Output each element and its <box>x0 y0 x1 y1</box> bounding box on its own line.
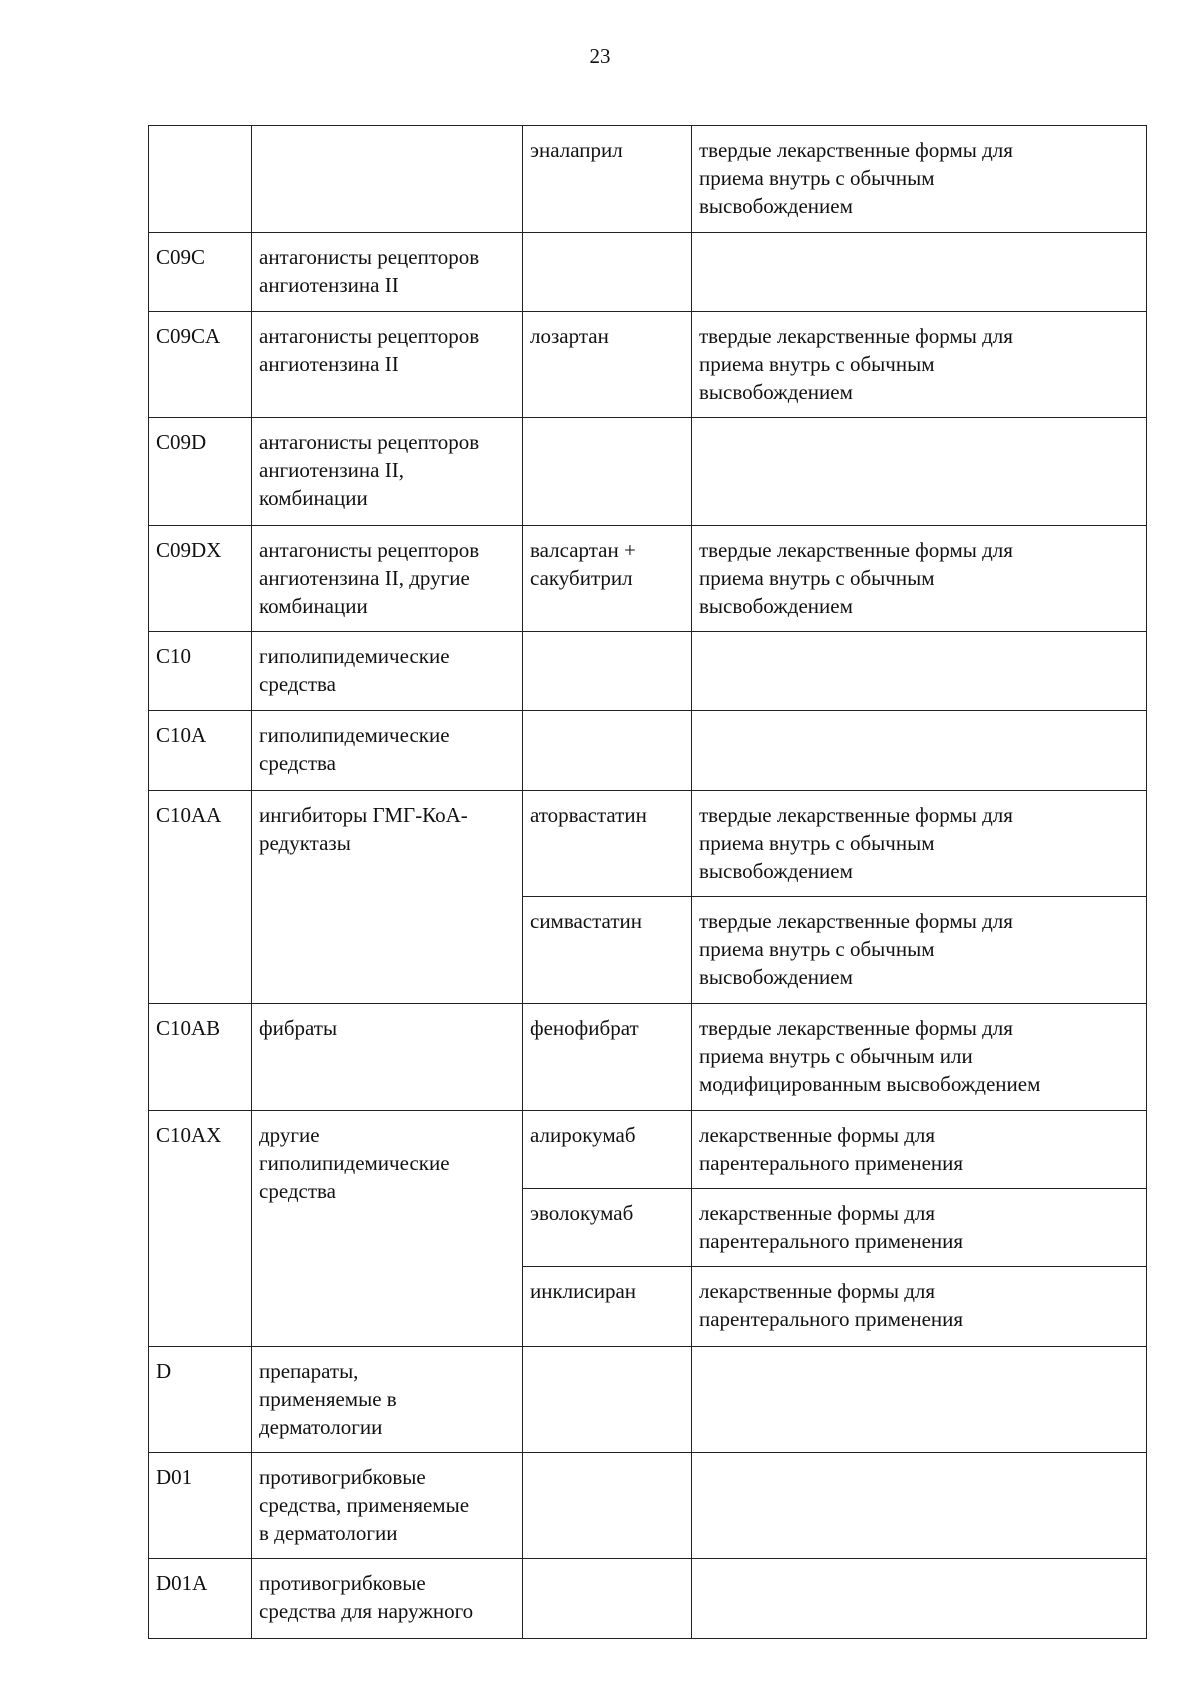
group-name-cell-text: фибраты <box>259 1016 338 1040</box>
table-row <box>149 526 1147 632</box>
drug-name-cell <box>523 791 692 897</box>
dosage-form-cell <box>692 233 1147 312</box>
drug-name-cell <box>523 1004 692 1111</box>
group-name-cell-text: препараты, применяемые в дерматологии <box>259 1359 397 1439</box>
group-name-cell <box>252 632 523 711</box>
dosage-form-cell <box>692 1559 1147 1639</box>
atc-code-cell-text: C09DX <box>156 538 222 562</box>
dosage-form-cell <box>692 526 1147 632</box>
table-row <box>149 1004 1147 1111</box>
dosage-form-cell-text: твердые лекарственные формы для приема внутрь с обычным высвобождением <box>699 324 1013 404</box>
drug-name-cell <box>523 1347 692 1453</box>
dosage-form-cell-text: твердые лекарственные формы для приема внутрь с обычным высвобождением <box>699 803 1013 883</box>
dosage-form-cell-text: лекарственные формы для парентерального применения <box>699 1201 964 1253</box>
dosage-form-cell <box>692 1347 1147 1453</box>
drug-name-cell <box>523 1267 692 1347</box>
drug-name-cell <box>523 897 692 1004</box>
dosage-form-cell <box>692 312 1147 418</box>
drug-name-cell-text: валсартан + сакубитрил <box>530 538 636 590</box>
atc-code-cell-text: C09CA <box>156 324 221 348</box>
atc-code-cell <box>149 1111 252 1347</box>
group-name-cell-text: гиполипидемические средства <box>259 644 450 696</box>
dosage-form-cell <box>692 1189 1147 1267</box>
group-name-cell-text: антагонисты рецепторов ангиотензина II, другие комбинации <box>259 538 480 618</box>
atc-code-cell-text: D <box>156 1359 172 1383</box>
atc-code-cell-text: C10A <box>156 723 207 747</box>
group-name-cell-text: противогрибковые средства для наружного <box>259 1571 474 1623</box>
group-name-cell-text: антагонисты рецепторов ангиотензина II <box>259 245 480 297</box>
drug-name-cell-text: эволокумаб <box>530 1201 634 1225</box>
dosage-form-cell-text: лекарственные формы для парентерального применения <box>699 1279 964 1331</box>
drug-name-cell-text: фенофибрат <box>530 1016 639 1040</box>
drug-name-cell <box>523 312 692 418</box>
dosage-form-cell <box>692 126 1147 233</box>
atc-code-cell <box>149 1559 252 1639</box>
drug-name-cell-text: лозартан <box>530 324 609 348</box>
table-row <box>149 1347 1147 1453</box>
table-row <box>149 418 1147 526</box>
group-name-cell-text: противогрибковые средства, применяемые в дерматологии <box>259 1465 470 1545</box>
dosage-form-cell-text: твердые лекарственные формы для приема внутрь с обычным высвобождением <box>699 909 1013 989</box>
table-row <box>149 791 1147 897</box>
table-body <box>149 126 1147 1639</box>
drug-name-cell <box>523 1559 692 1639</box>
table-row <box>149 233 1147 312</box>
drug-name-cell-text: симвастатин <box>530 909 642 933</box>
group-name-cell <box>252 711 523 791</box>
atc-code-cell <box>149 1347 252 1453</box>
dosage-form-cell <box>692 632 1147 711</box>
medication-table <box>148 125 1147 1639</box>
group-name-cell <box>252 418 523 526</box>
table-row <box>149 1453 1147 1559</box>
atc-code-cell-text: C09C <box>156 245 206 269</box>
dosage-form-cell <box>692 897 1147 1004</box>
group-name-cell <box>252 1347 523 1453</box>
table-row <box>149 1559 1147 1639</box>
dosage-form-cell <box>692 418 1147 526</box>
atc-code-cell <box>149 418 252 526</box>
group-name-cell-text: гиполипидемические средства <box>259 723 450 775</box>
dosage-form-cell <box>692 1453 1147 1559</box>
drug-name-cell <box>523 126 692 233</box>
drug-name-cell <box>523 526 692 632</box>
atc-code-cell <box>149 632 252 711</box>
table-row <box>149 1111 1147 1189</box>
atc-code-cell <box>149 233 252 312</box>
page-number: 23 <box>589 44 611 68</box>
group-name-cell <box>252 791 523 1004</box>
dosage-form-cell <box>692 1004 1147 1111</box>
drug-name-cell-text: эналаприл <box>530 138 623 162</box>
group-name-cell <box>252 312 523 418</box>
table-row <box>149 632 1147 711</box>
dosage-form-cell-text: лекарственные формы для парентерального применения <box>699 1123 964 1175</box>
dosage-form-cell <box>692 791 1147 897</box>
atc-code-cell <box>149 312 252 418</box>
atc-code-cell-text: D01A <box>156 1571 208 1595</box>
dosage-form-cell <box>692 1267 1147 1347</box>
group-name-cell <box>252 526 523 632</box>
table-row <box>149 126 1147 233</box>
atc-code-cell-text: C10AX <box>156 1123 222 1147</box>
atc-code-cell <box>149 1004 252 1111</box>
drug-name-cell-text: алирокумаб <box>530 1123 636 1147</box>
atc-code-cell <box>149 791 252 1004</box>
group-name-cell <box>252 1111 523 1347</box>
drug-name-cell-text: инклисиран <box>530 1279 637 1303</box>
table-row <box>149 711 1147 791</box>
dosage-form-cell-text: твердые лекарственные формы для приема внутрь с обычным высвобождением <box>699 538 1013 618</box>
group-name-cell <box>252 1559 523 1639</box>
group-name-cell-text: антагонисты рецепторов ангиотензина II <box>259 324 480 376</box>
atc-code-cell <box>149 126 252 233</box>
drug-name-cell <box>523 711 692 791</box>
dosage-form-cell-text: твердые лекарственные формы для приема внутрь с обычным или модифицированным высвобождением <box>699 1016 1041 1096</box>
drug-name-cell <box>523 1111 692 1189</box>
group-name-cell-text: антагонисты рецепторов ангиотензина II, комбинации <box>259 430 480 510</box>
dosage-form-cell <box>692 711 1147 791</box>
atc-code-cell-text: C09D <box>156 430 207 454</box>
group-name-cell-text: другие гиполипидемические средства <box>259 1123 450 1203</box>
dosage-form-cell <box>692 1111 1147 1189</box>
atc-code-cell-text: C10 <box>156 644 192 668</box>
group-name-cell <box>252 233 523 312</box>
table-row <box>149 312 1147 418</box>
group-name-cell <box>252 1004 523 1111</box>
drug-name-cell <box>523 233 692 312</box>
drug-name-cell <box>523 632 692 711</box>
atc-code-cell <box>149 526 252 632</box>
atc-code-cell <box>149 711 252 791</box>
atc-code-cell <box>149 1453 252 1559</box>
atc-code-cell-text: C10AB <box>156 1016 221 1040</box>
group-name-cell <box>252 1453 523 1559</box>
drug-name-cell <box>523 1189 692 1267</box>
group-name-cell-text: ингибиторы ГМГ-КоА- редуктазы <box>259 803 468 855</box>
drug-name-cell <box>523 1453 692 1559</box>
atc-code-cell-text: D01 <box>156 1465 193 1489</box>
dosage-form-cell-text: твердые лекарственные формы для приема внутрь с обычным высвобождением <box>699 138 1013 218</box>
atc-code-cell-text: C10AA <box>156 803 222 827</box>
drug-name-cell-text: аторвастатин <box>530 803 647 827</box>
group-name-cell <box>252 126 523 233</box>
drug-name-cell <box>523 418 692 526</box>
